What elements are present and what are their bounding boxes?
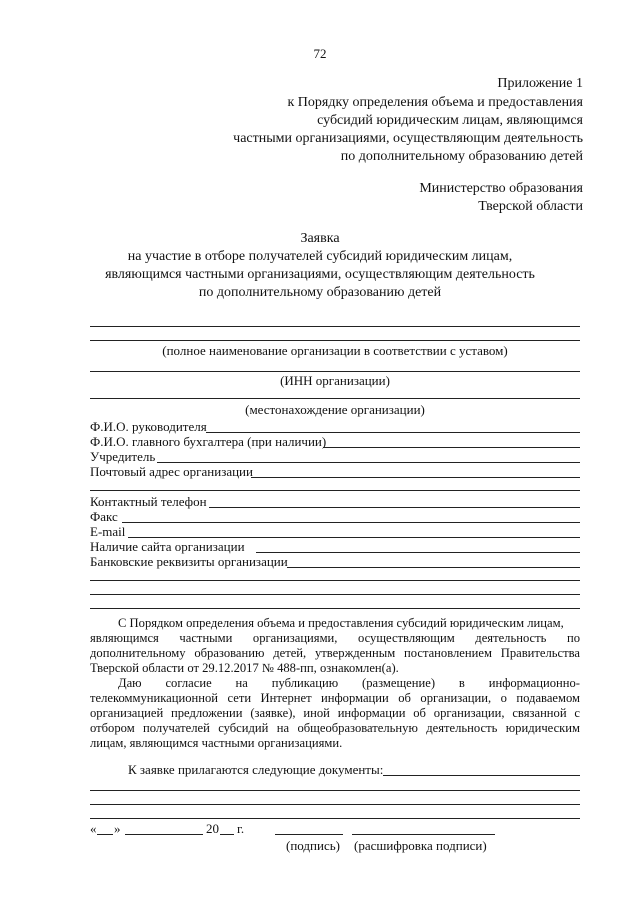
application-subtitle: на участие в отборе получателей субсидий юридическим лицам, <box>127 249 513 264</box>
appendix-title: Приложение 1 <box>497 76 583 91</box>
application-subtitle: являющимся частными организациями, осуществляющим деятельность <box>105 267 535 282</box>
blank-line <box>90 326 580 327</box>
caption-full-name: (полное наименование организации в соответствии с уставом) <box>162 343 508 358</box>
paragraph-line: Тверской области от 29.12.2017 № 488-пп, ознакомлен(а). <box>90 661 399 675</box>
field-founder-label: Учредитель <box>90 449 156 464</box>
field-postal-line[interactable] <box>251 477 580 478</box>
field-founder-line[interactable] <box>157 462 580 463</box>
date-day-line[interactable] <box>97 834 113 835</box>
field-phone-label: Контактный телефон <box>90 494 207 509</box>
appendix-line: субсидий юридическим лицам, являющимся <box>317 113 583 128</box>
application-subtitle: по дополнительному образованию детей <box>198 285 442 300</box>
paragraph-line: телекоммуникационной сети Интернет информации об организации, о подаваемом <box>90 691 580 705</box>
field-website-line[interactable] <box>256 552 580 553</box>
field-email-label: E-mail <box>90 524 126 539</box>
blank-line <box>90 490 580 491</box>
field-director-label: Ф.И.О. руководителя <box>90 419 207 434</box>
field-bank-line[interactable] <box>287 567 580 568</box>
blank-line <box>90 340 580 341</box>
paragraph-line: дополнительному образованию детей, утвержденным постановлением Правительства <box>90 646 580 660</box>
documents-line[interactable] <box>383 775 580 776</box>
blank-line <box>90 594 580 595</box>
appendix-line: по дополнительному образованию детей <box>340 149 583 164</box>
field-fax-line[interactable] <box>122 522 580 523</box>
date-year-line[interactable] <box>220 834 234 835</box>
signature-caption: (подпись) <box>286 838 340 853</box>
date-open-quote: « <box>90 821 97 836</box>
documents-line[interactable] <box>90 818 580 819</box>
date-month-line[interactable] <box>125 834 203 835</box>
addressee-line: Тверской области <box>478 199 583 214</box>
appendix-line: частными организациями, осуществляющим деятельность <box>233 131 583 146</box>
paragraph-line: лицам, являющимся частными организациями. <box>90 736 343 750</box>
field-email-line[interactable] <box>128 537 580 538</box>
caption-location: (местонахождение организации) <box>245 402 425 417</box>
signature-decode-line[interactable] <box>352 834 495 835</box>
field-bank-label: Банковские реквизиты организации <box>90 554 288 569</box>
page-number: 72 <box>313 46 327 61</box>
blank-line <box>90 580 580 581</box>
signature-line[interactable] <box>275 834 343 835</box>
date-close-quote: » <box>114 821 121 836</box>
blank-line <box>90 608 580 609</box>
appendix-line: к Порядку определения объема и предоставления <box>287 95 583 110</box>
field-phone-line[interactable] <box>209 507 580 508</box>
field-fax-label: Факс <box>90 509 118 524</box>
field-accountant-label: Ф.И.О. главного бухгалтера (при наличии) <box>90 434 327 449</box>
application-title: Заявка <box>300 231 340 246</box>
paragraph-line: С Порядком определения объема и предоставления субсидий юридическим лицам, <box>118 616 564 630</box>
blank-line <box>90 371 580 372</box>
documents-label: К заявке прилагаются следующие документы: <box>128 762 384 777</box>
date-year-suffix: г. <box>237 821 245 836</box>
documents-line[interactable] <box>90 790 580 791</box>
date-year-prefix: 20 <box>206 821 219 836</box>
paragraph-line: Даю согласие на публикацию (размещение) в информационно- <box>118 676 580 690</box>
signature-decode-caption: (расшифровка подписи) <box>354 838 487 853</box>
field-postal-label: Почтовый адрес организации <box>90 464 253 479</box>
paragraph-line: являющимся частными организациями, осуществляющим деятельность по <box>90 631 580 645</box>
caption-inn: (ИНН организации) <box>280 373 390 388</box>
field-website-label: Наличие сайта организации <box>90 539 245 554</box>
field-director-line[interactable] <box>206 432 580 433</box>
addressee-line: Министерство образования <box>419 181 583 196</box>
documents-line[interactable] <box>90 804 580 805</box>
paragraph-line: отбором получателей субсидий на общеобразовательную деятельность юридическим <box>90 721 580 735</box>
field-accountant-line[interactable] <box>323 447 580 448</box>
blank-line <box>90 398 580 399</box>
paragraph-line: организацией предложении (заявке), иной информации об организации, связанной с <box>90 706 580 720</box>
